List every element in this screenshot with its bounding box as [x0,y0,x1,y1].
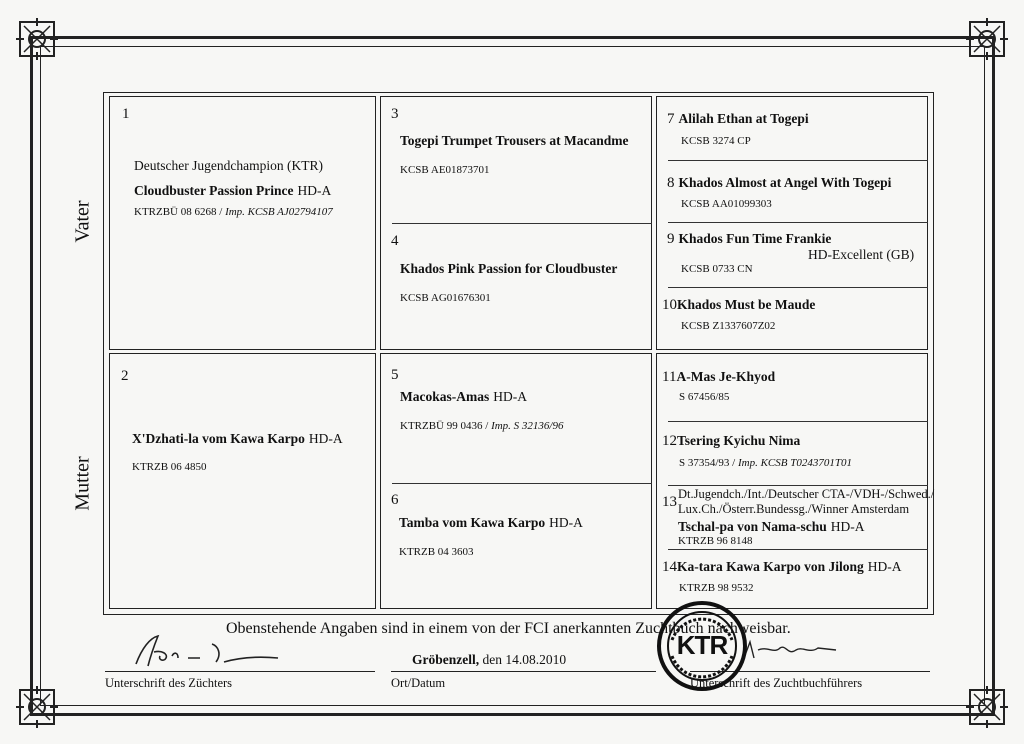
dog-name: A-Mas Je-Khyod [676,369,776,384]
cell-divider [668,222,928,223]
ktr-stamp [656,600,748,692]
cell-number: 8 [667,175,675,191]
breeder-signature [128,628,288,674]
hd-score: HD-A [867,559,902,574]
registration-number: KTRZB 96 8148 [678,535,753,547]
dog-name: Khados Must be Maude [677,297,816,312]
registration-number: KCSB 0733 CN [681,263,753,275]
stamp-text: KTR [676,630,728,660]
hd-score: HD-A [297,183,332,198]
hd-score: HD-A [308,431,343,446]
dog-name: Tamba vom Kawa Karpo [399,515,546,530]
registration-number: KCSB Z1337607Z02 [681,320,776,332]
registration-number: KTRZB 06 4850 [132,461,207,473]
dog-entry [667,174,891,192]
dog-title: Dt.Jugendch./Int./Deutscher CTA-/VDH-/Schwed./ [678,487,935,501]
dog-entry [667,230,831,248]
dog-name: Macokas-Amas [400,389,490,404]
dog-name: Khados Pink Passion for Cloudbuster [400,261,618,276]
registration-number: S 37354/93 / Imp. KCSB T0243701T01 [679,457,852,469]
cell-number: 1 [122,106,130,122]
registration-number: KCSB 3274 CP [681,135,751,147]
hd-score: HD-A [493,389,527,404]
place-date: Gröbenzell, den 14.08.2010 [412,652,567,667]
registration-number: S 67456/85 [679,391,730,403]
registrar-signature [740,636,840,666]
cell-divider [668,160,928,161]
registrar-signature-label: Unterschrift des Zuchtbuchführers [690,676,863,690]
dog-entry [400,388,527,406]
corner-ornament-icon [964,684,1010,730]
dog-name: Cloudbuster Passion Prince [134,183,294,198]
dog-name: Tschal-pa von Nama-schu [678,519,827,534]
cell-number: 6 [391,492,399,508]
cell-divider [668,421,928,422]
cell-divider [392,483,652,484]
dam-side-label: Mutter [71,456,94,511]
cell-number: 2 [121,368,129,384]
dog-name: Tsering Kyichu Nima [677,433,801,448]
fci-statement: Obenstehende Angaben sind in einem von der FCI anerkannten Zuchtbuch nachweisbar. [226,620,791,637]
registration-number: KCSB AE01873701 [400,164,490,176]
cell-number: 13 [662,494,677,510]
pedigree-cell-dam [109,353,376,609]
corner-ornament-icon [964,16,1010,62]
dog-entry [134,182,331,200]
hd-score: HD-A [549,515,583,530]
registration-number: KTRZB 04 3603 [399,546,474,558]
breeder-signature-line [105,671,375,672]
cell-number: 3 [391,106,399,122]
cell-number: 9 [667,231,675,247]
dog-entry [662,296,815,314]
cell-number: 10 [662,297,677,313]
cell-number: 14 [662,559,677,575]
pedigree-cell-sire [109,96,376,350]
place-date-label: Ort/Datum [391,676,446,690]
registration-number: KCSB AG01676301 [400,292,491,304]
breeder-signature-label: Unterschrift des Züchters [105,676,233,690]
cell-number: 5 [391,367,399,383]
dog-entry [667,110,809,128]
hd-score: HD-A [830,519,865,534]
registration-number: KTRZBÜ 08 6268 / Imp. KCSB AJ02794107 [134,206,333,218]
cell-divider [392,223,652,224]
dog-entry [662,432,800,450]
dog-title: Lux.Ch./Österr.Bundessg./Winner Amsterdam [678,502,910,516]
registration-number: KTRZBÜ 99 0436 / Imp. S 32136/96 [400,420,564,432]
dog-entry [399,514,583,532]
dog-name: X'Dzhati-la vom Kawa Karpo [132,431,305,446]
hd-score: HD-Excellent (GB) [808,247,915,262]
cell-number: 11 [662,369,677,385]
registration-number: KCSB AA01099303 [681,198,772,210]
cell-divider [668,485,928,486]
dog-name: Alilah Ethan at Togepi [678,111,809,126]
cell-number: 12 [662,433,677,449]
dog-name: Togepi Trumpet Trousers at Macandme [400,133,629,148]
cell-divider [668,549,928,550]
dog-entry [662,558,902,576]
cell-number: 7 [667,111,675,127]
dog-name: Ka-tara Kawa Karpo von Jilong [677,559,864,574]
cell-number: 4 [391,233,399,249]
corner-ornament-icon [14,16,60,62]
registration-number: KTRZB 98 9532 [679,582,754,594]
cell-divider [668,287,928,288]
place-date-line [391,671,656,672]
dog-title: Deutscher Jugendchampion (KTR) [134,158,323,173]
dog-entry [662,368,775,386]
dog-name: Khados Fun Time Frankie [678,231,832,246]
corner-ornament-icon [14,684,60,730]
dog-name: Khados Almost at Angel With Togepi [678,175,892,190]
dog-entry [132,430,343,448]
sire-side-label: Vater [71,200,94,243]
dog-entry [678,518,865,536]
